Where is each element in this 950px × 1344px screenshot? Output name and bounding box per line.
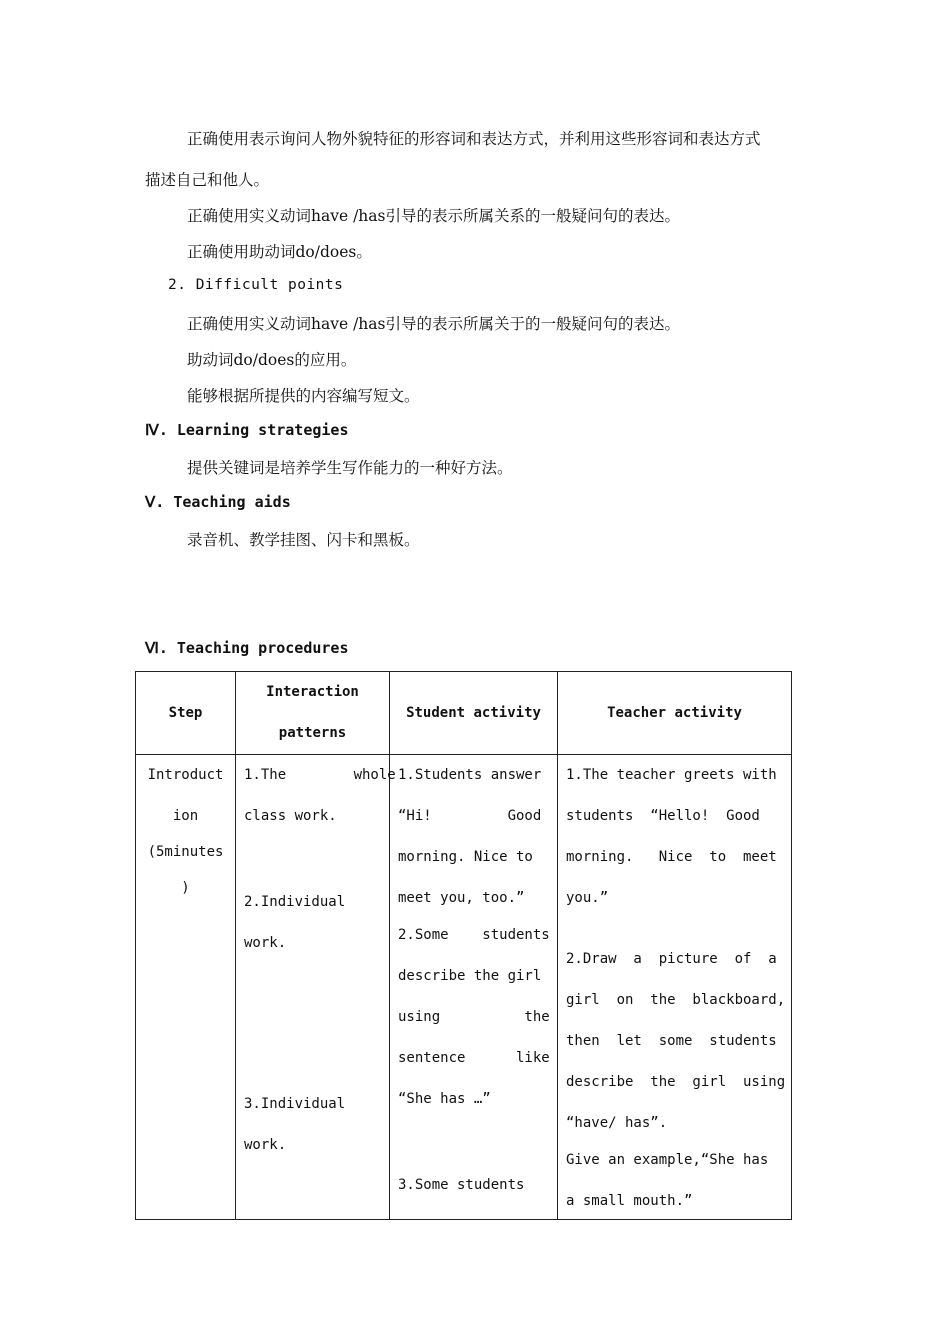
cell-teacher-activity: 1.The teacher greets with students “Hello! Good morning. Nice to meet you.” 2.Draw a picture of a girl on the blackboard, then let some students describe the girl using “have/ has”. Give an example,“She has a small mouth.” [558, 755, 792, 1220]
header-student-activity: Student activity [390, 672, 558, 755]
table-header-row [136, 672, 792, 755]
cell-student-activity: 1.Students answer “Hi! Good morning. Nice to meet you, too.” 2.Some students describe the girl using the sentence like “She has …” 3.Some students [390, 755, 558, 1220]
paragraph-objective-1a: 正确使用表示询问人物外貌特征的形容词和表达方式，并利用这些形容词和表达方式 [187, 130, 761, 148]
cell-interaction: 1.The whole class work. 2.Individual work. 3.Individual work. [236, 755, 390, 1220]
table-row [136, 755, 792, 1220]
cell-step: Introduct ion (5minutes ) [136, 755, 236, 1220]
header-interaction: Interaction patterns [236, 672, 390, 755]
paragraph-objective-3: 正确使用助动词do/does。 [187, 243, 372, 261]
header-teacher-activity: Teacher activity [558, 672, 792, 755]
header-step: Step [136, 672, 236, 755]
paragraph-difficult-3: 能够根据所提供的内容编写短文。 [187, 387, 420, 405]
paragraph-objective-1b: 描述自己和他人。 [145, 171, 270, 189]
procedures-table [135, 671, 792, 1220]
difficult-points-heading: 2. Difficult points [168, 277, 344, 293]
teaching-aids-heading: Ⅴ. Teaching aids [145, 493, 291, 511]
paragraph-objective-2: 正确使用实义动词have /has引导的表示所属关系的一般疑问句的表达。 [187, 207, 680, 225]
learning-strategies-heading: Ⅳ. Learning strategies [145, 421, 349, 439]
teaching-aids-text: 录音机、教学挂图、闪卡和黑板。 [187, 531, 420, 549]
paragraph-difficult-2: 助动词do/does的应用。 [187, 351, 357, 369]
paragraph-difficult-1: 正确使用实义动词have /has引导的表示所属关于的一般疑问句的表达。 [187, 315, 680, 333]
learning-strategies-text: 提供关键词是培养学生写作能力的一种好方法。 [187, 459, 513, 477]
teaching-procedures-heading: Ⅵ. Teaching procedures [145, 639, 349, 657]
